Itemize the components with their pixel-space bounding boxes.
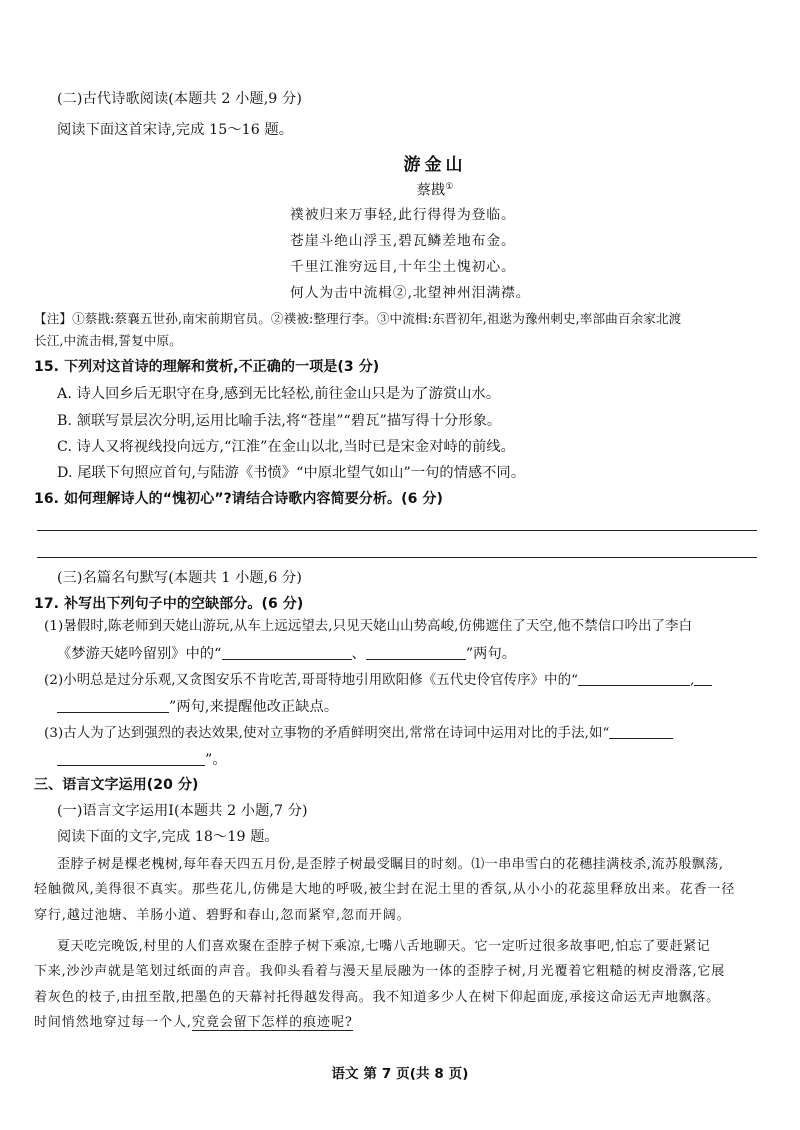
option-c: C. 诗人又将视线投向远方,“江淮”在金山以北,当时已是宋金对峙的前线。 <box>57 439 515 455</box>
q17-part3-text <box>44 724 673 744</box>
q17-part2-prefix: (2)小明总是过分乐观,又贪图安乐不肯吃苦,哥哥特地引用欧阳修《五代史伶官传序》中的“ <box>44 673 579 688</box>
part-header: 三、语言文字运用(20 分) <box>34 777 199 793</box>
fill-blank[interactable] <box>366 645 466 660</box>
question-15: 15. 下列对这首诗的理解和赏析,不正确的一项是(3 分) <box>34 359 380 375</box>
poem-line: 千里江淮穷远目,十年尘土愧初心。 <box>290 259 516 275</box>
fill-blank[interactable] <box>609 724 673 739</box>
passage-line: 夏天吃完晚饭,村里的人们喜欢聚在歪脖子树下乘凉,七嘴八舌地聊天。它一定听过很多故事吧,怕忘了要赶紧记 <box>57 939 711 954</box>
passage-line: 穿行,越过池塘、羊肠小道、碧野和春山,忽而紧窄,忽而开阔。 <box>34 908 411 923</box>
poem-author <box>0 177 800 201</box>
passage-line: 着灰色的枝子,由扭至散,把墨色的天幕衬托得越发得高。我不知道多少人在树下仰起面庞,承接这命运无声地飘落。 <box>34 990 720 1005</box>
answer-line[interactable] <box>37 530 757 531</box>
instruction: 阅读下面这首宋诗,完成 15～16 题。 <box>57 122 294 138</box>
fill-blank[interactable] <box>578 671 690 686</box>
q17-part1-suffix: ”两句。 <box>465 646 517 662</box>
q17-part3-prefix: (3)古人为了达到强烈的表达效果,使对立事物的矛盾鲜明突出,常常在诗词中运用对比的手法,如“ <box>44 726 610 741</box>
underlined-sentence: 究竟会留下怎样的痕迹呢? <box>191 1015 353 1030</box>
separator: 、 <box>351 646 366 662</box>
passage-text: 时间悄然地穿过每一个人, <box>34 1015 192 1030</box>
option-d: D. 尾联下句照应首句,与陆游《书愤》“中原北望气如山”一句的情感不同。 <box>57 465 526 481</box>
q17-part1-text: (1)暑假时,陈老师到天姥山游玩,从车上远远望去,只见天姥山山势高峻,仿佛遮住了天空,他不禁信口吟出了李白 <box>44 619 693 634</box>
fill-blank[interactable] <box>694 671 712 686</box>
q17-part1-prefix: 《梦游天姥吟留别》中的“ <box>57 646 222 662</box>
note-mark: ① <box>445 182 454 192</box>
poem-line: 襆被归来万事轻,此行得得为登临。 <box>290 207 516 223</box>
q17-part2-text <box>44 671 712 691</box>
answer-line[interactable] <box>37 557 757 558</box>
poem-line: 何人为击中流楫②,北望神州泪满襟。 <box>290 285 531 301</box>
author-name: 蔡戡 <box>416 182 446 199</box>
annotation: 长江,中流击楫,誓复中原。 <box>34 333 182 348</box>
passage-line: 下来,沙沙声就是笔划过纸面的声音。我仰头看着与漫天星辰融为一体的歪脖子树,月光覆着它粗糙的树皮滑落,它展 <box>34 964 725 979</box>
q17-part3-suffix: ”。 <box>205 752 227 768</box>
section-header: (三)名篇名句默写(本题共 1 小题,6 分) <box>57 570 302 586</box>
fill-blank[interactable] <box>57 751 205 766</box>
instruction: 阅读下面的文字,完成 18～19 题。 <box>57 829 279 845</box>
passage-line <box>34 1013 353 1033</box>
section-header: (二)古代诗歌阅读(本题共 2 小题,9 分) <box>57 91 302 107</box>
option-b: B. 颔联写景层次分明,运用比喻手法,将“苍崖”“碧瓦”描写得十分形象。 <box>57 413 502 429</box>
fill-blank[interactable] <box>222 645 352 660</box>
q17-part2-cont <box>57 697 338 717</box>
sub-section-header: (一)语言文字运用Ⅰ(本题共 2 小题,7 分) <box>57 803 308 819</box>
annotation: 【注】①蔡戡:蔡襄五世孙,南宋前期官员。②襆被:整理行李。③中流楫:东晋初年,祖逖为豫州刺史,率部曲百余家北渡 <box>34 311 682 326</box>
poem-title: 游金山 <box>403 155 467 175</box>
option-a: A. 诗人回乡后无职守在身,感到无比轻松,前往金山只是为了游赏山水。 <box>57 386 501 402</box>
passage-line: 歪脖子树是棵老槐树,每年春天四五月份,是歪脖子树最受瞩目的时刻。⑴一串串雪白的花穗挂满枝杀,流苏般飘荡, <box>57 857 724 872</box>
page-footer: 语文 第 7 页(共 8 页) <box>331 1066 469 1082</box>
separator: , <box>690 673 695 688</box>
q17-part1-blanks <box>57 644 516 664</box>
question-16: 16. 如何理解诗人的“愧初心”?请结合诗歌内容简要分析。(6 分) <box>34 491 444 507</box>
fill-blank[interactable] <box>57 698 169 713</box>
q17-part2-suffix: ”两句,来提醒他改正缺点。 <box>169 699 339 715</box>
poem-line: 苍崖斗绝山浮玉,碧瓦鳞差地布金。 <box>290 233 516 249</box>
question-17: 17. 补写出下列句子中的空缺部分。(6 分) <box>34 596 304 612</box>
passage-line: 轻触微风,美得很不真实。那些花儿,仿佛是大地的呼吸,被尘封在泥土里的香氛,从小小的花蕊里释放出来。花香一径 <box>34 882 736 897</box>
q17-part3-cont <box>57 750 227 770</box>
